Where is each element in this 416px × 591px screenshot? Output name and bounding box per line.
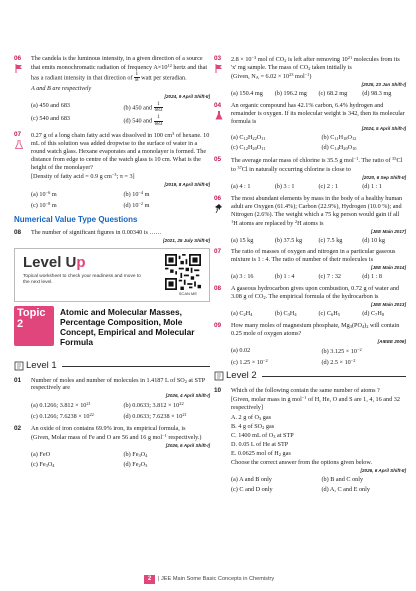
option-d[interactable]: (d) $10^{-2}$ m xyxy=(123,200,150,209)
question-source: [JEE Main 2014] xyxy=(371,265,406,271)
option-b[interactable]: (b) 1 : 4 xyxy=(274,273,295,281)
question-source: [2026, 4 April Shift-I] xyxy=(165,393,210,399)
question-03 xyxy=(214,55,406,98)
question-text: $2.8 \times 10^{-3}$ mol of $CO_2$ is left after removing $10^{21}$ molecules from its 'x' mg sample. The mass of $CO_2$ taken initially is xyxy=(231,55,400,71)
question-source: [2024, 9 April Shift-II] xyxy=(164,93,210,99)
question-source: [2026, 6 April Shift-I] xyxy=(165,443,210,449)
page-number: 2 xyxy=(144,575,155,584)
question-given: [Density of fatty acid = 0.9 g $cm^{-3}$; π = 3] xyxy=(31,171,135,180)
question-subtext: A and B are respectively xyxy=(31,84,92,92)
option-b[interactable]: (b) $C_{11}H_{18}O_{12}$ xyxy=(321,134,357,142)
topic-title: Atomic and Molecular Masses, Percentage Composition, Mole Concept, Empirical and Molecular Formula xyxy=(60,306,195,347)
question-02 xyxy=(14,425,210,469)
level-rule xyxy=(262,376,406,377)
question-07 xyxy=(14,131,210,209)
option-b[interactable]: (b) 450 and $\frac{1}{683}$ xyxy=(123,100,163,113)
question-number: 04 xyxy=(214,101,222,109)
option-d[interactable]: (d) A, C and E only xyxy=(321,485,370,493)
question-09 xyxy=(214,322,406,367)
left-column xyxy=(14,55,210,473)
question-number: 08 xyxy=(214,285,222,293)
option-a[interactable]: (a) 15 kg xyxy=(231,236,254,244)
fraction: $\frac{1}{B}$ xyxy=(135,70,139,84)
question-number: 07 xyxy=(214,248,222,256)
question-text: The ratio of masses of oxygen and nitrogen in a particular gaseous mixture is 1 : 4. The ratio of number of their molecules is xyxy=(231,248,396,264)
question-07-right xyxy=(214,248,406,281)
option-c[interactable]: (c) $C_{12}H_{20}O_{11}$ xyxy=(231,144,266,152)
question-source: [2019, 8 April Shift-II] xyxy=(164,181,210,187)
option-c[interactable]: (c) 7.5 kg xyxy=(318,236,343,244)
option-c[interactable]: (c) 7 : 32 xyxy=(318,273,342,281)
scan-label: SCAN ME xyxy=(178,290,197,296)
option-a[interactable]: (a) $C_{12}H_{22}O_{11}$ xyxy=(231,134,266,142)
options xyxy=(231,183,406,191)
question-number: 10 xyxy=(214,387,222,395)
question-text: How many moles of magnesium phosphate, $Mg_3(PO_4)_2$ will contain 0.25 mole of oxygen atoms? xyxy=(231,321,400,337)
question-01 xyxy=(14,377,210,422)
option-a[interactable]: (a) 3 : 16 xyxy=(231,273,254,281)
pin-icon xyxy=(215,204,223,213)
option-b[interactable]: (b) $Fe_3O_4$ xyxy=(123,450,148,458)
question-text: Number of moles and number of molecules in 1.4187 L of $SO_2$ at STP respectively are xyxy=(31,376,205,392)
option-b[interactable]: (b) $C_3H_4$ xyxy=(274,309,297,317)
option-c[interactable]: (c) $1.25 \times 10^{-2}$ xyxy=(231,357,268,366)
level-1-heading: Level 1 xyxy=(14,360,210,372)
option-c[interactable]: (c) 0.1266; $7.6238 \times 10^{22}$ xyxy=(31,412,94,421)
option-c[interactable]: (c) $10^{-8}$ m xyxy=(31,200,57,209)
question-08-right xyxy=(214,285,406,318)
option-a[interactable]: (a) 0.02 xyxy=(231,346,251,354)
question-given: (Given, Molar mass of Fe and O are 56 and 16 g mol$^{-1}$ respectively.) xyxy=(31,433,202,442)
options xyxy=(231,90,406,98)
question-06-right xyxy=(214,195,406,245)
option-b[interactable]: (b) 3 : 1 xyxy=(274,182,295,190)
question-number: 05 xyxy=(214,156,222,164)
option-b[interactable]: (b) $3.125 \times 10^{-2}$ xyxy=(321,346,362,355)
question-source: [2020, 6 Sep Shift-II] xyxy=(362,175,406,181)
option-a[interactable]: (a) FeO xyxy=(31,450,51,458)
question-instruction: Choose the correct answer from the options given below. xyxy=(231,458,373,466)
option-d[interactable]: (d) 1 : 1 xyxy=(362,182,383,190)
question-number: 01 xyxy=(14,376,22,384)
question-text: The candela is the luminous intensity, in a given direction of a source that emits monochromatic radiation of frequency $A\times 10^{12}$ hertz and that has a radiant intensity in that direction of $\frac{1}{B}$ watt per steradian. xyxy=(31,55,208,84)
statement-list xyxy=(231,414,406,458)
question-source: [JEE Main 2013] xyxy=(371,302,406,307)
flask-icon xyxy=(15,140,23,149)
question-text: An oxide of iron contains 69.9% iron, its empirical formula, is xyxy=(31,425,186,433)
options xyxy=(231,273,406,281)
question-given: (Given, $N_A = 6.02 \times 10^{23}$ mol$^{-1}$) xyxy=(231,71,312,80)
question-source: [JEE Main 2017] xyxy=(371,228,406,234)
options xyxy=(31,401,210,421)
question-source: [2021, 25 July Shift-II] xyxy=(163,237,210,243)
option-d[interactable]: (d) $2.5 \times 10^{-2}$ xyxy=(321,357,356,366)
question-source: [2026, 6 April Shift-II] xyxy=(360,467,406,473)
question-given: [Given, molar mass in g mol$^{-1}$ of H, He, O and S are 1, 4, 16 and 32 respectively] xyxy=(231,395,400,412)
question-number: 06 xyxy=(214,194,222,202)
option-a[interactable]: (a) 150.4 mg xyxy=(231,89,263,97)
option-a[interactable]: (a) 450 and 683 xyxy=(31,101,71,109)
option-d[interactable]: (d) $C_7H_8$ xyxy=(362,309,385,317)
option-a[interactable]: (a) $10^{-6}$ m xyxy=(31,189,57,198)
question-08 xyxy=(14,229,210,244)
option-b[interactable]: (b) 0.0633; $3.812 \times 10^{22}$ xyxy=(123,401,184,410)
options xyxy=(231,347,406,367)
section-heading: Numerical Value Type Questions xyxy=(14,214,138,224)
question-source: [2025, 23 Jan Shift-I] xyxy=(361,81,406,87)
statement-d: D. 0.05 L of He at STP xyxy=(231,441,289,449)
level-up-description: Topical worksheet to check your readiness and move to the next level. xyxy=(23,273,141,285)
option-a[interactable]: (a) 0.1266; $3.812 \times 10^{21}$ xyxy=(31,401,91,410)
question-10 xyxy=(214,387,406,493)
level-2-heading: Level 2 xyxy=(214,370,406,382)
topic-badge: Topic 2 xyxy=(14,306,54,346)
question-text: The average molar mass of chlorine is 35.5 g mol$^{-1}$. The ratio of $^{35}$Cl to $^{37}$Cl in naturally occurring chlorine is close to xyxy=(231,156,403,174)
question-number: 08 xyxy=(14,228,22,236)
options xyxy=(31,190,210,210)
options xyxy=(231,134,406,152)
option-d[interactable]: (d) 1 : 8 xyxy=(362,273,383,281)
option-d[interactable]: (d) 540 and $\frac{1}{683}$ xyxy=(123,114,163,127)
level-up-box xyxy=(14,248,210,302)
question-source: [AIEEE 2006] xyxy=(377,338,406,344)
option-a[interactable]: (a) 4 : 1 xyxy=(231,182,251,190)
question-number: 06 xyxy=(14,55,22,62)
statement-c: C. 1400 mL of $O_3$ at STP xyxy=(231,432,294,440)
topic-header xyxy=(14,306,210,352)
option-c[interactable]: (c) 2 : 1 xyxy=(318,182,338,190)
option-b[interactable]: (b) 196.2 mg xyxy=(274,89,307,97)
question-text: An organic compound has 42.1% carbon, 6.4% hydrogen and remainder is oxygen. If its molecular weight is 342, then its molecular formula is xyxy=(231,101,405,125)
flask-icon xyxy=(215,111,223,120)
question-number: 07 xyxy=(14,131,22,139)
options xyxy=(31,102,210,128)
question-text: The number of significant figures in 0.00340 is …… xyxy=(31,228,162,236)
option-c[interactable]: (c) 68.2 mg xyxy=(318,89,348,97)
option-c[interactable]: (c) 540 and 683 xyxy=(31,115,71,123)
option-c[interactable]: (c) $C_6H_5$ xyxy=(318,309,340,317)
options xyxy=(231,237,406,245)
footer-text: | JEE Main Some Basic Concepts in Chemistry xyxy=(158,576,275,582)
level-rule xyxy=(62,366,210,367)
option-a[interactable]: (a) A and B only xyxy=(231,475,272,483)
statement-a: A. 2 g of $O_3$ gas xyxy=(231,414,272,422)
question-05 xyxy=(214,156,406,191)
question-text: Which of the following contain the same number of atoms ? xyxy=(231,387,380,395)
options xyxy=(31,451,210,469)
option-d[interactable]: (d) $Fe_2O_3$ xyxy=(123,460,148,468)
option-d[interactable]: (d) 98.3 mg xyxy=(362,89,392,97)
question-text: The most abundant elements by mass in the body of a healthy human adult are Oxygen (61.4%); Carbon (22.9%), Hydrogen (10.0 %); and Nitrogen (2.6%). The weight which a 75 kg person would gain if all $^1$H atoms are replaced by $^2$H atoms is xyxy=(231,194,403,227)
question-number: 03 xyxy=(214,55,222,62)
option-d[interactable]: (d) 10 kg xyxy=(362,236,385,244)
book-icon xyxy=(14,361,24,371)
option-a[interactable]: (a) $C_2H_4$ xyxy=(231,309,253,317)
question-text: A gaseous hydrocarbon gives upon combustion, 0.72 g of water and 3.08 g of $CO_2$. The empirical formula of the hydrocarbon is xyxy=(231,285,400,301)
question-number: 02 xyxy=(14,425,22,433)
page-footer xyxy=(144,575,414,586)
options xyxy=(231,310,406,318)
level-up-title: Level Up xyxy=(23,253,86,271)
flag-icon xyxy=(15,64,23,73)
question-source: [2024, 5 April Shift-I] xyxy=(361,126,406,132)
question-number: 09 xyxy=(214,321,222,329)
question-text: 0.27 g of a long chain fatty acid was dissolved in 100 $cm^3$ of hexane. 10 mL of this solution was added dropwise to the surface of water in a round watch glass. Hexane evaporates and a monolayer is formed. The distance from edge to centre of the watch glass is 10 cm. What is the height of the monolayer? xyxy=(31,131,210,171)
options xyxy=(231,476,406,494)
flag-icon xyxy=(215,64,223,73)
right-column xyxy=(214,55,406,498)
option-b[interactable]: (b) $10^{-4}$ m xyxy=(123,189,150,198)
option-d[interactable]: (d) $C_{14}H_{20}O_{10}$ xyxy=(321,144,357,152)
option-c[interactable]: (c) C and D only xyxy=(231,485,273,493)
statement-b: B. 4 g of $SO_2$ gas xyxy=(231,423,275,431)
option-b[interactable]: (b) 37.5 kg xyxy=(274,236,303,244)
question-04 xyxy=(214,102,406,153)
option-b[interactable]: (b) B and C only xyxy=(321,475,364,483)
book-icon xyxy=(214,371,224,381)
option-d[interactable]: (d) 0.0633; $7.6238 \times 10^{21}$ xyxy=(123,412,187,421)
option-c[interactable]: (c) $Fe_3O_4$ xyxy=(31,460,55,468)
statement-e: E. 0.0625 mol of $H_2$ gas xyxy=(231,450,291,457)
qr-code-icon[interactable] xyxy=(165,254,201,290)
question-06 xyxy=(14,55,210,127)
